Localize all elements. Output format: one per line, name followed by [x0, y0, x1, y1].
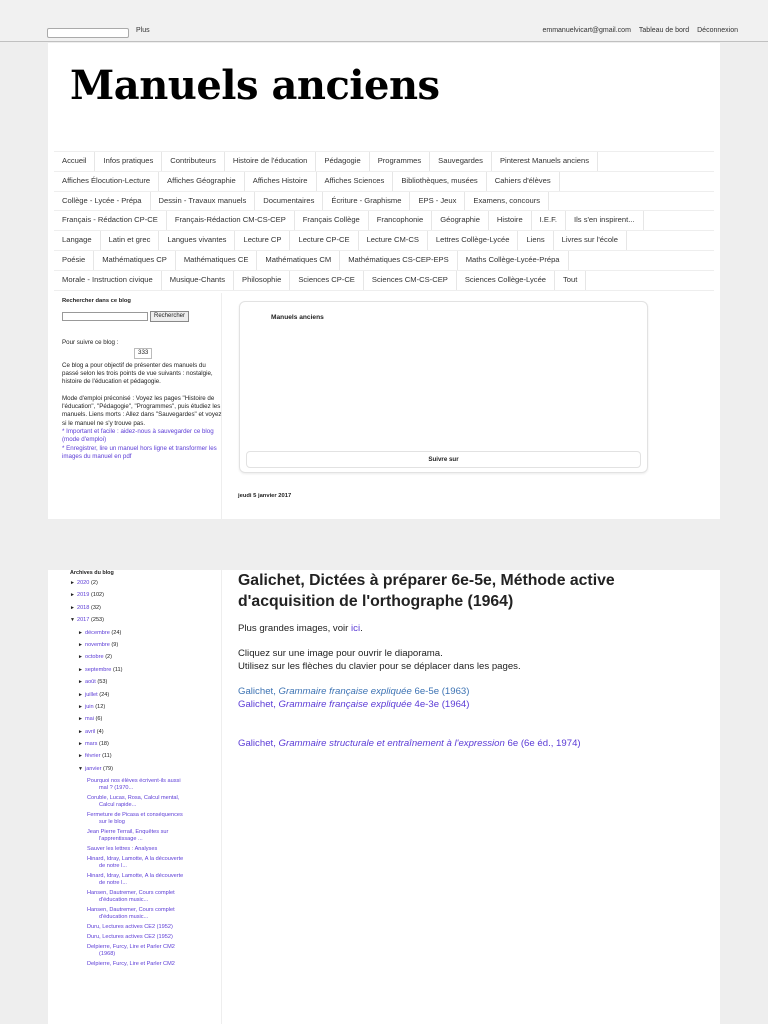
- page-tab[interactable]: Sciences Collège-Lycée: [457, 271, 555, 290]
- archive-post-link[interactable]: Hansen, Dautremer, Cours complet d'éducation music...: [87, 907, 175, 921]
- page-tab[interactable]: Affiches Histoire: [245, 172, 317, 191]
- page-tab[interactable]: Histoire: [489, 211, 532, 230]
- page-tab[interactable]: Infos pratiques: [95, 152, 162, 171]
- expand-toggle-icon[interactable]: ►: [78, 703, 83, 710]
- page-tab[interactable]: Pinterest Manuels anciens: [492, 152, 598, 171]
- archive-count: (9): [111, 641, 119, 648]
- post-text: Plus grandes images, voir: [238, 623, 352, 634]
- page-tab[interactable]: Mathématiques CM: [257, 251, 340, 270]
- page-tab[interactable]: Sciences CM-CS-CEP: [364, 271, 457, 290]
- archive-post-link[interactable]: Jean Pierre Terrail, Enquêtes sur l'apprentissage ...: [87, 829, 169, 843]
- page-tab[interactable]: Tout: [555, 271, 586, 290]
- archive-count: (253): [90, 617, 105, 624]
- page-tab[interactable]: Lecture CP: [235, 231, 290, 250]
- archive-link[interactable]: avril: [84, 728, 96, 735]
- page-tab[interactable]: Bibliothèques, musées: [393, 172, 486, 191]
- blog-header-panel: [48, 43, 720, 519]
- page-tab[interactable]: Programmes: [370, 152, 430, 171]
- tab-row: [54, 271, 714, 291]
- archive-month[interactable]: [78, 692, 220, 704]
- navbar-user-links: [542, 27, 738, 34]
- collapse-toggle-icon[interactable]: ▼: [70, 617, 75, 624]
- here-link[interactable]: ici: [351, 623, 361, 634]
- tab-row: [54, 172, 714, 192]
- archive-link[interactable]: novembre: [84, 641, 110, 648]
- follow-gadget: [239, 301, 648, 473]
- follow-button[interactable]: Suivre sur: [246, 451, 641, 468]
- archive-link[interactable]: mai: [84, 716, 94, 723]
- page-tab[interactable]: Affiches Sciences: [317, 172, 394, 191]
- archive-link[interactable]: juin: [84, 703, 94, 710]
- page-tab[interactable]: Liens: [518, 231, 553, 250]
- page-tab[interactable]: Lecture CP-CE: [290, 231, 358, 250]
- expand-toggle-icon[interactable]: ►: [70, 604, 75, 611]
- page-tab[interactable]: Morale - Instruction civique: [54, 271, 162, 290]
- expand-toggle-icon[interactable]: ►: [78, 716, 83, 723]
- archive-post-link[interactable]: Duru, Lectures actives CE2 (1952): [87, 924, 173, 930]
- archive-month[interactable]: [78, 741, 220, 753]
- page-tab[interactable]: Francophonie: [369, 211, 432, 230]
- page-tab[interactable]: Contributeurs: [162, 152, 225, 171]
- blogger-navbar: [0, 0, 768, 42]
- page-tabs: [54, 151, 714, 291]
- archive-link[interactable]: 2018: [76, 604, 90, 611]
- navbar-search-input[interactable]: [47, 28, 129, 38]
- expand-toggle-icon[interactable]: ►: [78, 728, 83, 735]
- blog-content-panel: [48, 570, 720, 1024]
- page-tab[interactable]: Lettres Collège-Lycée: [428, 231, 519, 250]
- archive-post-link[interactable]: Delpierre, Furcy, Lire et Parler CM2: [87, 960, 175, 967]
- page-tab[interactable]: Histoire de l'éducation: [225, 152, 316, 171]
- expand-toggle-icon[interactable]: ►: [78, 691, 83, 698]
- related-link-3[interactable]: Galichet, Grammaire structurale et entraînement à l'expression 6e (6e éd., 1974): [238, 737, 581, 749]
- blog-title[interactable]: Manuels anciens: [70, 62, 440, 109]
- archive-count: (53): [97, 679, 108, 686]
- logout-link[interactable]: Déconnexion: [697, 27, 738, 34]
- search-button[interactable]: Rechercher: [150, 311, 189, 322]
- archive-post-link[interactable]: Coruble, Lucas, Rosa, Calcul mental, Calcul rapide...: [87, 795, 180, 809]
- tab-row: [54, 231, 714, 251]
- page-tab[interactable]: Sciences CP-CE: [290, 271, 364, 290]
- page-tab[interactable]: Philosophie: [234, 271, 290, 290]
- archive-month[interactable]: [78, 667, 220, 679]
- archive-link[interactable]: juillet: [84, 691, 98, 698]
- archive-month[interactable]: [78, 766, 220, 778]
- archive-month[interactable]: [78, 753, 220, 765]
- archive-count: (4): [96, 728, 104, 735]
- archive-post-link[interactable]: Hansen, Dautremer, Cours complet d'éducation music...: [87, 890, 175, 904]
- blog-search: [62, 312, 222, 322]
- navbar-more-link[interactable]: Plus: [136, 27, 150, 34]
- page-tab[interactable]: Livres sur l'école: [554, 231, 627, 250]
- archive-month[interactable]: [78, 654, 220, 666]
- page-tab[interactable]: Affiches Élocution-Lecture: [54, 172, 159, 191]
- page-tab[interactable]: Français - Rédaction CP-CE: [54, 211, 167, 230]
- related-links: [238, 686, 678, 712]
- archive-count: (12): [95, 703, 106, 710]
- archive-year[interactable]: [70, 592, 220, 604]
- page-tab[interactable]: Cahiers d'élèves: [487, 172, 560, 191]
- page-tab[interactable]: Mathématiques CP: [94, 251, 176, 270]
- archive-link[interactable]: décembre: [84, 629, 110, 636]
- post-title[interactable]: Galichet, Dictées à préparer 6e-5e, Méthode active d'acquisition de l'orthographe (1964): [238, 572, 615, 611]
- archive-link[interactable]: septembre: [84, 666, 112, 673]
- page-tab[interactable]: I.E.F.: [532, 211, 566, 230]
- page-tab[interactable]: Documentaires: [255, 192, 323, 211]
- tab-row: [54, 251, 714, 271]
- archive-link[interactable]: 2017: [76, 617, 90, 624]
- archive-post-list: [87, 778, 205, 968]
- post-body: [238, 623, 678, 763]
- page-tab[interactable]: Examens, concours: [465, 192, 549, 211]
- archive-count: (102): [90, 592, 105, 599]
- dashboard-link[interactable]: Tableau de bord: [638, 27, 690, 34]
- expand-toggle-icon[interactable]: ►: [78, 753, 83, 760]
- tab-row: [54, 152, 714, 172]
- post-instructions: [238, 648, 678, 674]
- expand-toggle-icon[interactable]: ►: [78, 629, 83, 636]
- archive-post-link[interactable]: Hinard, Idray, Lamotte, A la découverte de notre l...: [87, 873, 184, 887]
- archive-count: (79): [103, 765, 113, 772]
- page-tab[interactable]: Français Collège: [295, 211, 369, 230]
- page-tab[interactable]: Ils s'en inspirent...: [566, 211, 644, 230]
- archive-count: (11): [102, 753, 112, 760]
- page-tab[interactable]: Mathématiques CE: [176, 251, 258, 270]
- related-link-2[interactable]: Galichet, Grammaire française expliquée 4e-3e (1964): [238, 698, 470, 710]
- page-tab[interactable]: Écriture - Graphisme: [323, 192, 410, 211]
- archive-count: (32): [90, 604, 101, 611]
- offline-reading-link[interactable]: * Enregistrer, lire un manuel hors ligne et transformer les images du manuel en pdf: [62, 444, 217, 461]
- archive-month[interactable]: [78, 729, 220, 741]
- page-tab[interactable]: Affiches Géographie: [159, 172, 245, 191]
- archive-year[interactable]: [70, 605, 220, 617]
- archive-month[interactable]: [78, 630, 220, 642]
- post-text: .: [360, 623, 363, 634]
- post-text: Cliquez sur une image pour ouvrir le diaporama.: [238, 647, 443, 659]
- archive-month[interactable]: [78, 716, 220, 728]
- left-sidebar: [62, 298, 222, 461]
- gadget-title: Manuels anciens: [271, 314, 324, 321]
- archive-count: (2): [105, 654, 113, 661]
- archive-link[interactable]: 2020: [76, 580, 90, 587]
- archive-month[interactable]: [78, 704, 220, 716]
- column-divider: [221, 570, 222, 1024]
- archive-count: (2): [90, 580, 98, 587]
- page-tab[interactable]: Sauvegardes: [430, 152, 492, 171]
- related-link-3-row: [238, 738, 678, 751]
- archive-post-link[interactable]: Fermeture de Picasa et conséquences sur le blog: [87, 812, 183, 826]
- blog-description: Ce blog a pour objectif de présenter des manuels du passé selon les trois points de vue suivants : nostalgie, histoire de l'éducation et pédagogie.: [62, 361, 213, 386]
- follow-label: Pour suivre ce blog :: [62, 338, 119, 346]
- archive-count: (6): [95, 716, 103, 723]
- post-text: Utilisez sur les flèches du clavier pour se déplacer dans les pages.: [238, 660, 521, 672]
- archive-year[interactable]: [70, 617, 220, 629]
- archive-count: (24): [99, 691, 110, 698]
- page-tab[interactable]: Français-Rédaction CM-CS-CEP: [167, 211, 295, 230]
- search-heading: Rechercher dans ce blog: [62, 298, 131, 304]
- archive-post-link[interactable]: Sauver les lettres : Analyses: [87, 846, 158, 853]
- page-tab[interactable]: Langage: [54, 231, 101, 250]
- archive-link[interactable]: août: [84, 679, 96, 686]
- page-tab[interactable]: Lecture CM-CS: [359, 231, 428, 250]
- archive-count: (11): [112, 666, 123, 673]
- navbar-email: emmanuelvicart@gmail.com: [542, 27, 631, 34]
- page-tab[interactable]: EPS - Jeux: [410, 192, 465, 211]
- page-tab[interactable]: Accueil: [54, 152, 95, 171]
- page-tab[interactable]: Maths Collège-Lycée-Prépa: [458, 251, 569, 270]
- archive-link[interactable]: octobre: [84, 654, 104, 661]
- page-tab[interactable]: Mathématiques CS-CEP-EPS: [340, 251, 457, 270]
- tab-row: [54, 211, 714, 231]
- archive-link[interactable]: février: [84, 753, 101, 760]
- archive-month[interactable]: [78, 642, 220, 654]
- page-tab[interactable]: Langues vivantes: [159, 231, 235, 250]
- archive-post-link[interactable]: Duru, Lectures actives CE2 (1952): [87, 933, 173, 940]
- archive-year[interactable]: [70, 580, 220, 592]
- post-line-large-images: [238, 623, 678, 636]
- collapse-toggle-icon[interactable]: ▼: [78, 765, 83, 772]
- archive-post-link[interactable]: Hinard, Idray, Lamotte, A la découverte de notre l...: [87, 856, 184, 870]
- expand-toggle-icon[interactable]: ►: [78, 666, 83, 673]
- archive-post-link[interactable]: Pourquoi nos élèves écrivent-ils aussi mal ? (1970...: [87, 778, 181, 792]
- archive-heading: Archives du blog: [70, 570, 114, 576]
- expand-toggle-icon[interactable]: ►: [78, 641, 83, 648]
- page-tab[interactable]: Collège - Lycée - Prépa: [54, 192, 151, 211]
- page-tab[interactable]: Pédagogie: [316, 152, 369, 171]
- expand-toggle-icon[interactable]: ►: [78, 654, 83, 661]
- archive-link[interactable]: janvier: [84, 765, 102, 772]
- expand-toggle-icon[interactable]: ►: [70, 592, 75, 599]
- page-tab[interactable]: Dessin - Travaux manuels: [151, 192, 256, 211]
- post-date: jeudi 5 janvier 2017: [238, 493, 292, 499]
- archive-post-link[interactable]: Delpierre, Furcy, Lire et Parler CM2 (1968): [87, 943, 175, 957]
- archive-count: (24): [111, 629, 122, 636]
- follower-count[interactable]: 333: [134, 348, 152, 358]
- archive-month[interactable]: [78, 679, 220, 691]
- usage-instructions: Mode d'emploi préconisé : Voyez les pages "Histoire de l'éducation", "Pédagogie", "Programmes", puis étudiez les manuels. Liens morts : Allez dans "Sauvegardes" et voyez si le manuel ne s'y trouve pas.: [62, 394, 222, 427]
- archive-link[interactable]: mars: [84, 741, 98, 748]
- page-tab[interactable]: Poésie: [54, 251, 94, 270]
- expand-toggle-icon[interactable]: ►: [70, 580, 75, 587]
- blog-archive: [70, 570, 220, 971]
- page-tab[interactable]: Musique-Chants: [162, 271, 234, 290]
- archive-link[interactable]: 2019: [76, 592, 90, 599]
- expand-toggle-icon[interactable]: ►: [78, 679, 83, 686]
- expand-toggle-icon[interactable]: ►: [78, 741, 83, 748]
- blog-search-input[interactable]: [62, 312, 148, 321]
- tab-row: [54, 192, 714, 212]
- archive-count: (18): [98, 741, 109, 748]
- page-tab[interactable]: Géographie: [432, 211, 489, 230]
- related-link-1[interactable]: Galichet, Grammaire française expliquée 6e-5e (1963): [238, 685, 470, 697]
- save-blog-link[interactable]: * Important et facile : aidez-nous à sauvegarder ce blog (mode d'emploi): [62, 428, 214, 444]
- page-tab[interactable]: Latin et grec: [101, 231, 160, 250]
